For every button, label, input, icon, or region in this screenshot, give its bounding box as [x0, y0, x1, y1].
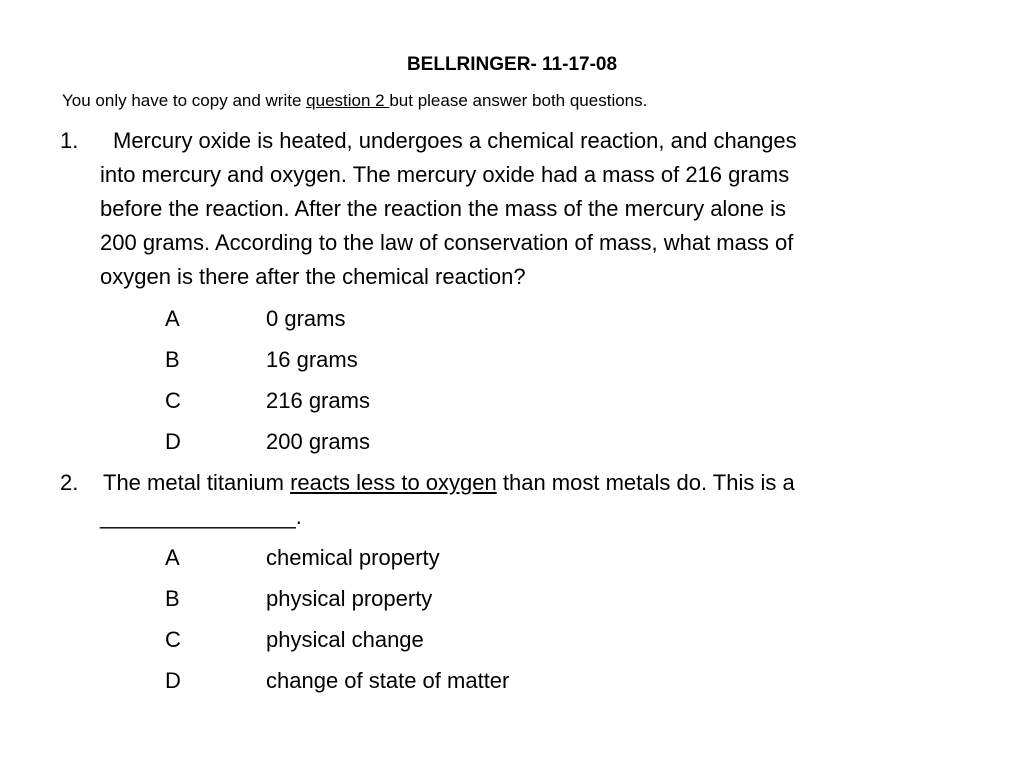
option-text: physical change	[266, 627, 424, 652]
question-1-text-line: oxygen is there after the chemical reaction?	[100, 264, 526, 289]
instructions	[62, 90, 647, 112]
question-2-line	[60, 466, 960, 500]
instructions-text-before: You only have to copy and write	[62, 91, 307, 110]
slide-title: BELLRINGER- 11-17-08	[406, 54, 618, 75]
option-letter: B	[165, 586, 180, 611]
option-letter: D	[165, 429, 181, 454]
option-letter: B	[165, 347, 180, 372]
option-letter: D	[165, 668, 181, 693]
question-1-line	[60, 158, 960, 192]
question-1-text-line: before the reaction. After the reaction the mass of the mercury alone is	[100, 196, 787, 221]
question-2	[60, 466, 960, 534]
option-text: 0 grams	[266, 306, 346, 331]
question-2-blank: ________________.	[100, 504, 302, 529]
option-text: physical property	[266, 586, 433, 611]
question-1	[60, 124, 960, 294]
option-letter: A	[165, 545, 180, 570]
question-1-line	[60, 124, 960, 158]
instructions-text-after: but please answer both questions.	[389, 91, 648, 110]
option-text: 16 grams	[266, 347, 358, 372]
option-letter: A	[165, 306, 180, 331]
option-text: 200 grams	[266, 429, 370, 454]
question-1-line	[60, 260, 960, 294]
instructions-underlined: question 2	[306, 91, 390, 110]
option-text: 216 grams	[266, 388, 370, 413]
question-2-text-after: than most metals do. This is a	[496, 470, 795, 495]
question-2-text-line	[103, 466, 795, 500]
question-2-number: 2.	[60, 470, 79, 495]
question-1-number: 1.	[60, 128, 79, 153]
option-text: chemical property	[266, 545, 440, 570]
option-letter: C	[165, 627, 181, 652]
question-1-text-line: 200 grams. According to the law of conservation of mass, what mass of	[100, 230, 794, 255]
option-text: change of state of matter	[266, 668, 510, 693]
question-2-line	[60, 500, 960, 534]
question-1-line	[60, 226, 960, 260]
question-2-text-before: The metal titanium	[103, 470, 291, 495]
option-letter: C	[165, 388, 181, 413]
question-2-underlined: reacts less to oxygen	[290, 470, 497, 495]
question-1-text-line: Mercury oxide is heated, undergoes a chemical reaction, and changes	[113, 128, 797, 153]
question-1-line	[60, 192, 960, 226]
question-1-text-line: into mercury and oxygen. The mercury oxide had a mass of 216 grams	[100, 162, 790, 187]
